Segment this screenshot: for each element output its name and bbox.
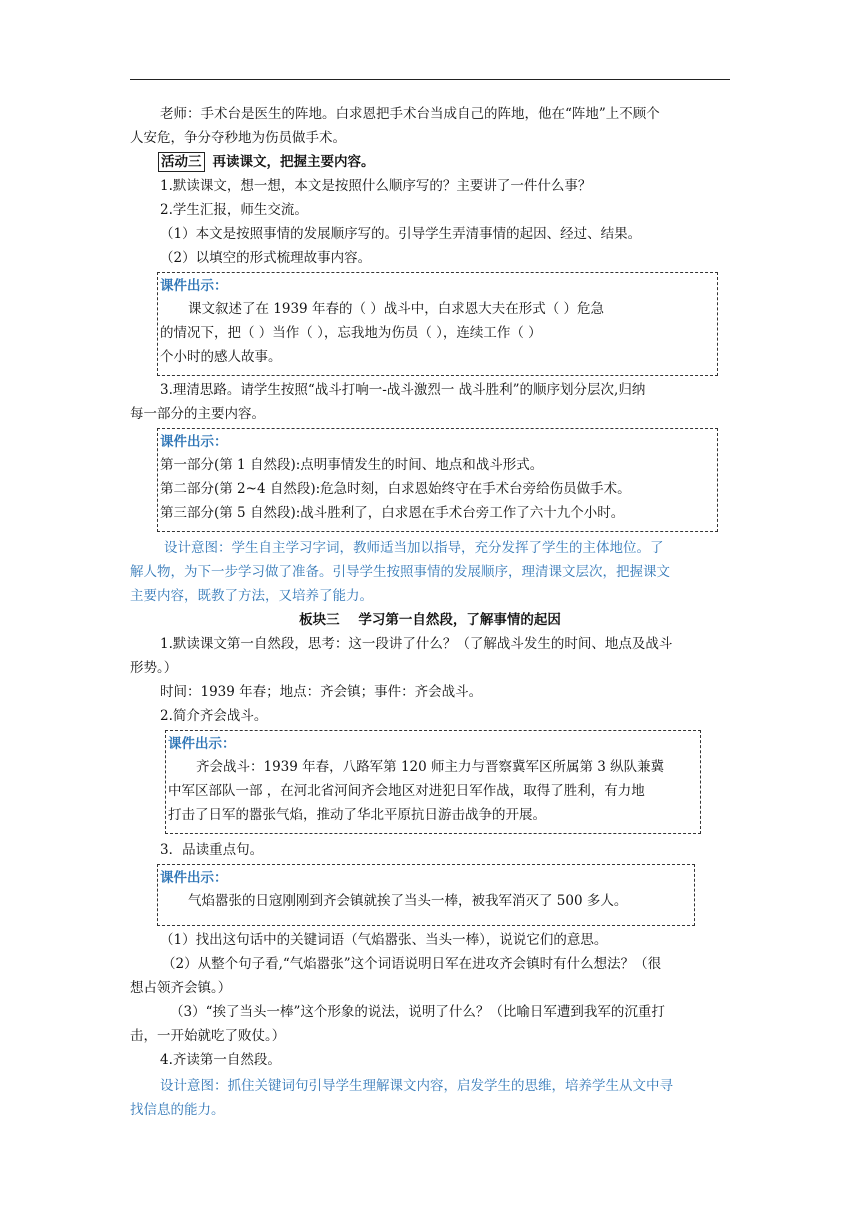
activity-tag: 活动三 (158, 152, 205, 172)
courseware-box-2 (157, 428, 718, 532)
section-title: 板块三 学习第一自然段，了解事情的起因 (299, 612, 561, 628)
courseware-heading: 课件出示： (168, 736, 236, 752)
design-line-1: 设计意图：学生自主学习字词，教师适当加以指导，充分发挥了学生的主体地位。了 (164, 540, 664, 556)
question-3b: 每一部分的主要内容。 (130, 406, 265, 422)
section-answer-1: 时间：1939 年春；地点：齐会镇；事件：齐会战斗。 (160, 684, 483, 700)
key-sentence: 气焰嚣张的日寇刚刚到齐会镇就挨了当头一棒，被我军消灭了 500 多人。 (188, 893, 628, 909)
sub-question-2a: （2）从整个句子看,“气焰嚣张”这个词语说明日军在进攻齐会镇时有什么想法？（很 (162, 956, 662, 972)
battle-line-3: 打击了日军的嚣张气焰，推动了华北平原抗日游击战争的开展。 (168, 807, 546, 823)
answer-2a: （1）本文是按照事情的发展顺序写的。引导学生弄清事情的起因、经过、结果。 (160, 226, 642, 242)
section-question-1b: 形势。） (130, 660, 178, 676)
courseware-heading: 课件出示： (160, 870, 228, 886)
part-2: 第二部分(第 2~4 自然段):危急时刻，白求恩始终守在手术台旁给伤员做手术。 (160, 481, 631, 497)
design-intent-2-line-2: 找信息的能力。 (130, 1102, 225, 1118)
question-3-read: 3．品读重点句。 (160, 842, 264, 858)
design-intent-1 (130, 536, 730, 608)
courseware-box-1 (157, 272, 718, 376)
fill-blank-line-3: 个小时的感人故事。 (160, 349, 282, 365)
sub-question-3b: 击，一开始就吃了败仗。） (130, 1028, 286, 1044)
courseware-box-3 (165, 730, 701, 834)
teacher-line-cont: 人安危，争分夺秒地为伤员做手术。 (130, 130, 346, 146)
part-1: 第一部分(第 1 自然段):点明事情发生的时间、地点和战斗形式。 (160, 457, 544, 473)
sub-question-3a: （3）“挨了当头一棒”这个形象的说法，说明了什么？（比喻日军遭到我军的沉重打 (170, 1004, 665, 1020)
courseware-heading: 课件出示： (160, 278, 228, 294)
sub-question-2b: 想占领齐会镇。） (130, 980, 232, 996)
fill-blank-line-2: 的情况下，把（ ）当作（ ），忘我地为伤员（ ），连续工作（ ） (160, 325, 542, 341)
question-3a: 3.理清思路。请学生按照“战斗打响一-战斗激烈一 战斗胜利”的顺序划分层次,归纳 (160, 382, 646, 398)
part-3: 第三部分(第 5 自然段):战斗胜利了，白求恩在手术台旁工作了六十九个小时。 (160, 505, 625, 521)
answer-2b: （2）以填空的形式梳理故事内容。 (160, 250, 372, 266)
courseware-box-4 (157, 864, 695, 926)
design-line-2: 解人物，为下一步学习做了准备。引导学生按照事情的发展顺序，理清课文层次，把握课文 (130, 564, 670, 580)
page-body (130, 102, 730, 1122)
section-question-1a: 1.默读课文第一自然段，思考：这一段讲了什么？（了解战斗发生的时间、地点及战斗 (160, 636, 673, 652)
courseware-heading: 课件出示： (160, 434, 228, 450)
header-rule (130, 79, 730, 80)
fill-blank-line-1: 课文叙述了在 1939 年春的（ ）战斗中，白求恩大夫在形式（ ）危急 (188, 301, 605, 317)
activity-title: 再读课文，把握主要内容。 (212, 154, 375, 170)
teacher-line: 老师：手术台是医生的阵地。白求恩把手术台当成自己的阵地，他在“阵地”上不顾个 (160, 106, 660, 122)
section-question-2: 2.简介齐会战斗。 (160, 708, 268, 724)
battle-line-1: 齐会战斗：1939 年春，八路军第 120 师主力与晋察冀军区所属第 3 纵队兼冀 (196, 759, 665, 775)
activity-heading (158, 150, 730, 174)
design-line-3: 主要内容，既教了方法，又培养了能力。 (130, 588, 373, 604)
design-intent-2-line-1: 设计意图：抓住关键词句引导学生理解课文内容，启发学生的思维，培养学生从文中寻 (160, 1078, 673, 1094)
battle-line-2: 中军区部队一部 ，在河北省河间齐会地区对进犯日军作战，取得了胜利，有力地 (168, 783, 645, 799)
question-4: 4.齐读第一自然段。 (160, 1052, 281, 1068)
sub-question-1: （1）找出这句话中的关键词语（气焰嚣张、当头一棒），说说它们的意思。 (160, 932, 608, 948)
question-2: 2.学生汇报，师生交流。 (160, 202, 308, 218)
question-1: 1.默读课文，想一想，本文是按照什么顺序写的？主要讲了一件什么事？ (160, 178, 592, 194)
